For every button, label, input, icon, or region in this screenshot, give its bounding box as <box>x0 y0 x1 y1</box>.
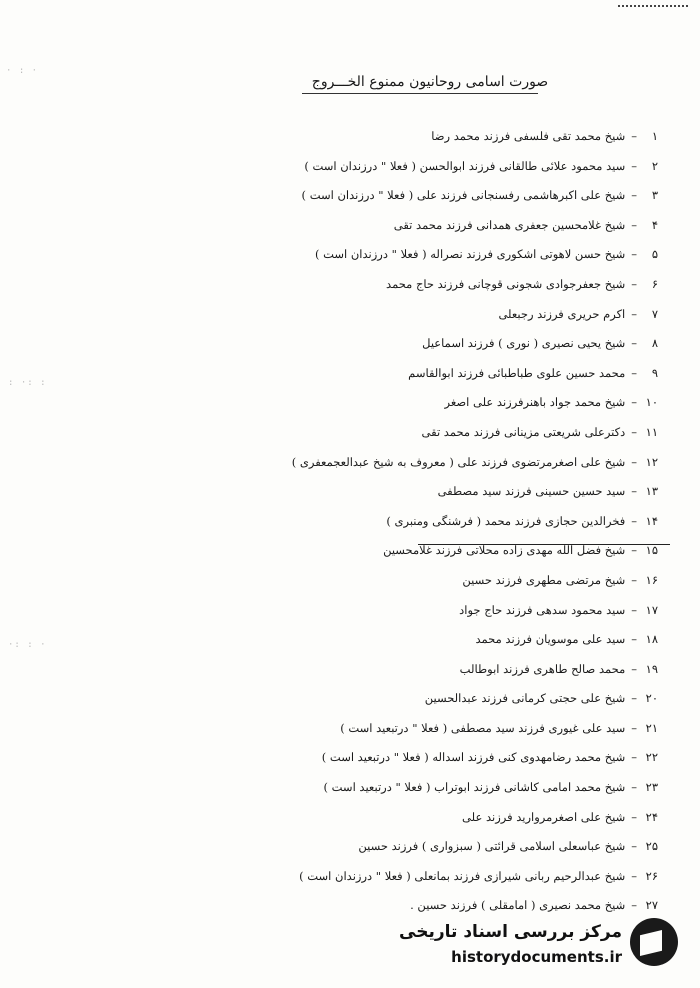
top-scan-mark <box>618 5 688 10</box>
item-number: ۱۶ <box>645 572 658 587</box>
item-dash: – <box>631 306 637 321</box>
list-item <box>198 388 658 418</box>
item-dash: – <box>631 572 637 587</box>
item-number: ۲۱ <box>645 720 658 735</box>
item-number: ۱ <box>651 129 658 143</box>
item-text: محمد صالح طاهری فرزند ابوطالب <box>459 661 626 676</box>
item-number: ۸ <box>651 336 658 351</box>
item-dash: – <box>631 454 637 469</box>
archive-logo-icon <box>630 918 678 966</box>
list-item <box>198 743 658 773</box>
list-item <box>198 596 658 626</box>
item-number: ۲۷ <box>645 898 658 913</box>
item-text: محمد حسین علوی طباطبائی فرزند ابوالقاسم <box>408 365 626 380</box>
item-number: ۱۰ <box>645 395 658 410</box>
item-number: ۶ <box>651 276 658 291</box>
item-number: ۲ <box>651 158 658 173</box>
item-dash: – <box>631 780 637 795</box>
item-number: ۳ <box>651 188 658 203</box>
item-number: ۱۲ <box>645 454 658 469</box>
item-text: سید علی غیوری فرزند سید مصطفی ( فعلا " درتبعید است ) <box>340 720 626 735</box>
item-number: ۱۱ <box>645 424 658 439</box>
item-text: شیخ محمد تقی فلسفی فرزند محمد رضا <box>431 129 626 143</box>
list-item <box>198 359 658 389</box>
item-text: شیخ عباسعلی اسلامی قرائتی ( سبزواری ) فرزند حسین <box>358 839 626 854</box>
item-text: شیخ محمد نصیری ( امامقلی ) فرزند حسین . <box>410 898 626 913</box>
item-text: شیخ مرتضی مطهری فرزند حسین <box>462 572 626 587</box>
archive-name: مرکز بررسی اسناد تاریخی <box>399 922 622 942</box>
item-number: ۱۵ <box>645 543 658 558</box>
item-text: شیخ علی اکبرهاشمی رفسنجانی فرزند علی ( فعلا " درزندان است ) <box>301 188 626 203</box>
list-item <box>198 625 658 655</box>
list-item <box>198 477 658 507</box>
item-text: شیخ جعفرجوادی شجونی قوچانی فرزند حاج محمد <box>386 276 626 291</box>
item-text: شیخ علی اصغرمرتضوی فرزند علی ( معروف به شیخ عبدالعجمعفری ) <box>291 454 626 469</box>
item-dash: – <box>631 898 637 913</box>
list-item <box>198 803 658 833</box>
item-number: ۱۴ <box>645 513 658 528</box>
item-number: ۲۴ <box>645 809 658 824</box>
item-number: ۲۳ <box>645 780 658 795</box>
item-dash: – <box>631 691 637 706</box>
list-item <box>198 714 658 744</box>
item-text: شیخ علی اصغرمروارید فرزند علی <box>462 809 626 824</box>
item-dash: – <box>631 602 637 617</box>
list-item <box>198 448 658 478</box>
list-item <box>198 418 658 448</box>
item-text: دکترعلی شریعتی مزینانی فرزند محمد تقی <box>421 424 626 439</box>
item-text: فخرالدین حجازی فرزند محمد ( فرشنگی ومنبری ) <box>386 513 626 528</box>
document-title: صورت اسامی روحانیون ممنوع الخـــروج <box>311 74 549 90</box>
item-text: شیخ حسن لاهوتی اشکوری فرزند نصراله ( فعلا " درزندان است ) <box>314 247 626 262</box>
item-dash: – <box>631 868 637 883</box>
item-dash: – <box>631 188 637 203</box>
item-number: ۱۸ <box>645 632 658 647</box>
item-text: شیخ علی حجتی کرمانی فرزند عبدالحسین <box>424 691 626 706</box>
item-dash: – <box>631 632 637 647</box>
item-dash: – <box>631 720 637 735</box>
item-number: ۱۹ <box>645 661 658 676</box>
item-dash: – <box>631 158 637 173</box>
item-dash: – <box>631 129 637 143</box>
item-text: شیخ محمد رضامهدوی کنی فرزند اسداله ( فعلا " درتبعید است ) <box>321 750 626 765</box>
item-dash: – <box>631 365 637 380</box>
list-item <box>198 566 658 596</box>
item-number: ۲۲ <box>645 750 658 765</box>
scan-artifact: · : · <box>6 66 39 76</box>
item-dash: – <box>631 809 637 824</box>
item-dash: – <box>631 336 637 351</box>
list-item <box>198 655 658 685</box>
name-list <box>198 122 658 921</box>
item-dash: – <box>631 395 637 410</box>
list-item <box>198 181 658 211</box>
item-dash: – <box>631 661 637 676</box>
item-text: سید محمود علائی طالقانی فرزند ابوالحسن ( فعلا " درزندان است ) <box>304 158 626 173</box>
item-dash: – <box>631 543 637 558</box>
list-item <box>198 329 658 359</box>
title-underline <box>302 93 538 94</box>
item-number: ۷ <box>651 306 658 321</box>
item-dash: – <box>631 276 637 291</box>
scan-artifact: : ·: : <box>8 378 47 388</box>
item-number: ۱۷ <box>645 602 658 617</box>
list-item <box>198 536 658 566</box>
item-dash: – <box>631 484 637 499</box>
item-text: سید حسین حسینی فرزند سید مصطفی <box>437 484 626 499</box>
scan-artifact: ·: : · <box>8 640 47 650</box>
list-item <box>198 507 658 537</box>
item-number: ۹ <box>651 365 658 380</box>
list-item <box>198 211 658 241</box>
item-number: ۴ <box>651 217 658 232</box>
item-dash: – <box>631 247 637 262</box>
item-text: شیخ یحیی نصیری ( نوری ) فرزند اسماعیل <box>422 336 626 351</box>
item-dash: – <box>631 217 637 232</box>
list-item <box>198 240 658 270</box>
item-dash: – <box>631 750 637 765</box>
list-item <box>198 300 658 330</box>
item-number: ۵ <box>651 247 658 262</box>
archive-watermark <box>388 914 688 976</box>
list-item <box>198 152 658 182</box>
item-text: شیخ محمد امامی کاشانی فرزند ابوتراب ( فعلا " درتبعید است ) <box>323 780 626 795</box>
item-number: ۲۵ <box>645 839 658 854</box>
item-number: ۲۰ <box>645 691 658 706</box>
item-text: شیخ عبدالرحیم ربانی شیرازی فرزند بمانعلی ( فعلا " درزندان است ) <box>299 868 626 883</box>
item-text: سید علی موسویان فرزند محمد <box>475 632 626 647</box>
item-number: ۲۶ <box>645 868 658 883</box>
archive-website: historydocuments.ir <box>451 948 622 966</box>
list-item <box>198 122 658 152</box>
list-item <box>198 832 658 862</box>
item-dash: – <box>631 839 637 854</box>
item-text: شیخ محمد جواد باهنرفرزند علی اصغر <box>444 395 626 410</box>
list-separator <box>418 544 670 545</box>
item-text: اکرم حریری فرزند رجبعلی <box>498 306 626 321</box>
item-dash: – <box>631 513 637 528</box>
list-item <box>198 773 658 803</box>
item-text: شیخ فضل الله مهدی زاده محلاتی فرزند غلامحسین <box>383 543 626 558</box>
item-text: سید محمود سدهی فرزند حاج جواد <box>459 602 626 617</box>
list-item <box>198 862 658 892</box>
item-number: ۱۳ <box>645 484 658 499</box>
list-item <box>198 270 658 300</box>
list-item <box>198 684 658 714</box>
item-text: شیخ غلامحسین جعفری همدانی فرزند محمد تقی <box>393 217 626 232</box>
item-dash: – <box>631 424 637 439</box>
